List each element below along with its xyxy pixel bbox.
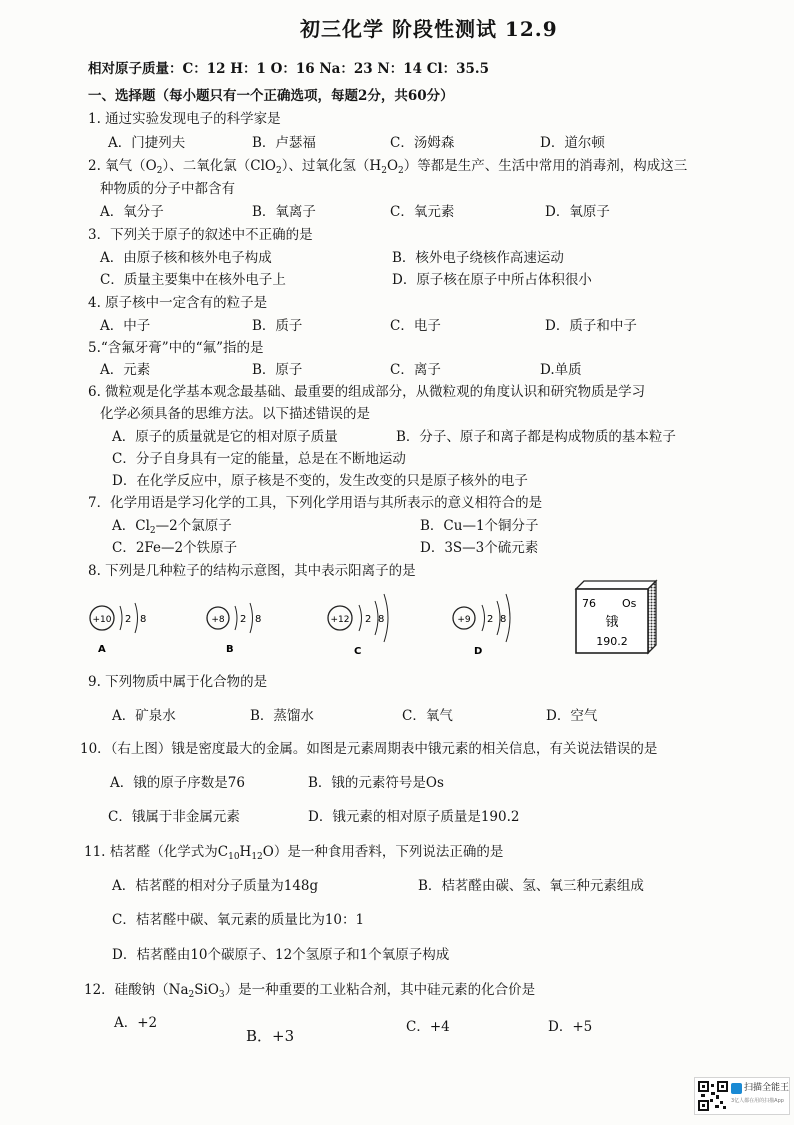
app-logo-icon [731,1083,742,1094]
q5-option-c: C．离子 [390,362,441,378]
nucleus-charge: +10 [92,615,112,625]
q7-option-d: D．3S—3个硫元素 [420,540,539,556]
q5-option-b: B．原子 [252,362,303,378]
q6-option-a: A．原子的质量就是它的相对原子质量 [112,429,338,445]
q9-option-c: C．氧气 [402,708,453,724]
atom-diagram-c [326,592,416,662]
q11-option-b: B．桔茗醛由碳、氢、氧三种元素组成 [418,878,644,894]
nucleus-charge: +12 [330,615,350,625]
diagram-label: D [474,646,483,657]
q3-option-c: C．质量主要集中在核外电子上 [100,272,286,288]
q4-option-c: C．电子 [390,318,441,334]
q10-option-a: A．锇的原子序数是76 [110,775,245,791]
element-card-osmium [572,577,662,661]
shell-electrons: 8 [378,614,385,625]
shell-electrons: 8 [255,614,262,625]
atom-diagram-d [450,592,540,662]
q11-option-a: A．桔茗醛的相对分子质量为148g [112,878,319,894]
atomic-number: 76 [582,597,596,610]
shell-electrons: 2 [487,614,494,625]
q11-option-d: D．桔茗醛由10个碳原子、12个氢原子和1个氧原子构成 [112,947,450,963]
q11-option-c: C．桔茗醛中碳、氧元素的质量比为10：1 [112,912,365,928]
q1-option-a: A．门捷列夫 [108,135,186,151]
watermark-brand: 扫描全能王 [744,1083,790,1093]
q6-option-b: B．分子、原子和离子都是构成物质的基本粒子 [396,429,676,445]
q4-stem: 4. 原子核中一定含有的粒子是 [88,295,268,311]
q7-option-b: B．Cu—1个铜分子 [420,518,539,534]
q2-option-d: D．氧原子 [545,204,610,220]
q10-stem: 10．（右上图）锇是密度最大的金属。如图是元素周期表中锇元素的相关信息，有关说法错误的是 [80,741,658,757]
q9-option-b: B．蒸馏水 [250,708,314,724]
nucleus-charge: +8 [211,615,225,625]
q2-option-a: A．氧分子 [100,204,164,220]
shell-electrons: 8 [500,614,507,625]
q12-stem: 12．硅酸钠$(Na_2SiO_3)$是一种重要的工业粘合剂，其中硅元素的化合价是 [84,982,536,1000]
q3-option-b: B．核外电子绕核作高速运动 [392,250,564,266]
q2-option-c: C．氧元素 [390,204,455,220]
q6-option-d: D．在化学反应中，原子核是不变的，发生改变的只是原子核外的电子 [112,473,528,489]
qr-code-icon [698,1081,728,1111]
q3-option-d: D．原子核在原子中所占体积很小 [392,272,592,288]
q9-stem: 9. 下列物质中属于化合物的是 [88,674,268,690]
q4-option-a: A．中子 [100,318,151,334]
q7-option-a: A．$Cl_2—2$个氯原子 [112,518,232,536]
q12-option-b: B．+3 [246,1027,295,1045]
atomic-masses: 相对原子质量：C：12 H：1 O：16 Na：23 N：14 Cl：35.5 [88,61,489,77]
q1-option-b: B．卢瑟福 [252,135,316,151]
atom-diagram-a [88,598,178,662]
q10-option-d: D．锇元素的相对原子质量是190.2 [308,809,520,825]
shell-electrons: 2 [365,614,372,625]
scanner-watermark [694,1077,790,1115]
q6-stem: 6. 微粒观是化学基本观念最基础、最重要的组成部分，从微粒观的角度认识和研究物质是学习 [88,384,646,400]
shell-electrons: 2 [125,614,132,625]
atomic-mass: 190.2 [596,635,628,648]
q12-option-d: D．+5 [548,1019,593,1035]
atom-diagram-b [204,598,294,662]
q1-option-d: D．道尔顿 [540,135,605,151]
q3-option-a: A．由原子核和核外电子构成 [100,250,272,266]
q8-stem: 8. 下列是几种粒子的结构示意图，其中表示阳离子的是 [88,563,416,579]
q2-option-b: B．氧离子 [252,204,316,220]
q11-stem: 11. 桔茗醛（化学式为$C_{10}H_{12}O$）是一种食用香料，下列说法正确的是 [84,844,504,862]
q1-option-c: C．汤姆森 [390,135,455,151]
q10-option-c: C．锇属于非金属元素 [108,809,240,825]
q2-stem-line2: 种物质的分子中都含有 [100,181,235,197]
element-name: 锇 [605,615,619,630]
q7-stem: 7．化学用语是学习化学的工具，下列化学用语与其所表示的意义相符合的是 [88,495,543,511]
q5-stem: 5.“含氟牙膏”中的“氟”指的是 [88,340,264,356]
shell-electrons: 2 [240,614,247,625]
diagram-label: C [354,646,362,657]
q9-option-a: A．矿泉水 [112,708,176,724]
q9-option-d: D．空气 [546,708,598,724]
shell-electrons: 8 [140,614,147,625]
q3-stem: 3．下列关于原子的叙述中不正确的是 [88,227,313,243]
q7-option-c: C．2Fe—2个铁原子 [112,540,238,556]
q2-stem: 2. 氧气$(O_2)$、二氧化氯（ClO$_2$）、过氧化氢$(H_2O_2)$等都是生产、生活中常用的消毒剂，构成这三 [88,158,688,176]
q6-stem-line2: 化学必须具备的思维方法。以下描述错误的是 [100,406,370,422]
diagram-label: B [226,644,234,655]
page-title: 初三化学 阶段性测试 12.9 [300,17,558,41]
nucleus-charge: +9 [457,615,471,625]
q5-option-d: D.单质 [540,362,582,378]
q12-option-c: C．+4 [406,1019,450,1035]
q5-option-a: A．元素 [100,362,151,378]
q10-option-b: B．锇的元素符号是Os [308,775,444,791]
q6-option-c: C．分子自身具有一定的能量，总是在不断地运动 [112,451,406,467]
element-symbol: Os [622,597,637,610]
diagram-label: A [98,644,106,655]
q4-option-d: D．质子和中子 [545,318,637,334]
q1-stem: 1. 通过实验发现电子的科学家是 [88,111,281,127]
watermark-tagline: 3亿人都在用的扫描App [731,1098,784,1104]
q4-option-b: B．质子 [252,318,303,334]
section-heading: 一、选择题（每小题只有一个正确选项，每题2分，共60分） [88,88,454,104]
q12-option-a: A．+2 [114,1015,158,1031]
